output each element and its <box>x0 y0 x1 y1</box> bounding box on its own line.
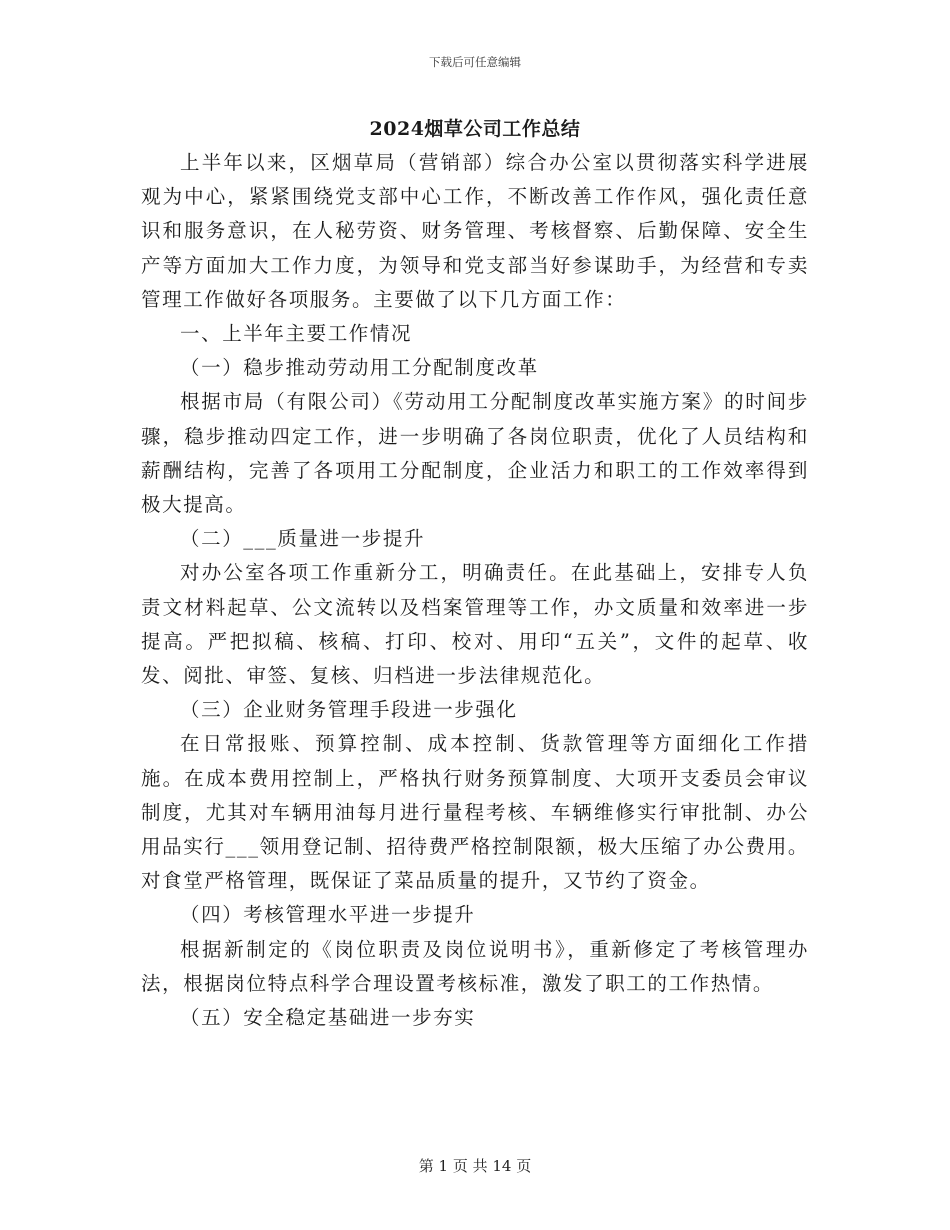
subsection-heading-3: （三）企业财务管理手段进一步强化 <box>180 698 518 722</box>
subsection-heading-2: （二）___质量进一步提升 <box>180 527 426 551</box>
document-body <box>141 146 809 1035</box>
document-title: 2024烟草公司工作总结 <box>369 118 581 140</box>
subsection-heading-1: （一）稳步推动劳动用工分配制度改革 <box>180 356 539 380</box>
subsection-paragraph-2: 对办公室各项工作重新分工，明确责任。在此基础上，安排专人负责文材料起草、公文流转以及档案管理等工作，办文质量和效率进一步提高。严把拟稿、核稿、打印、校对、用印“五关”，文件的起草、收发、阅批、审签、复核、归档进一步法律规范化。 <box>141 561 809 688</box>
subsection-paragraph-4: 根据新制定的《岗位职责及岗位说明书》，重新修定了考核管理办法，根据岗位特点科学合理设置考核标准，激发了职工的工作热情。 <box>141 937 809 995</box>
subsection-paragraph-1: 根据市局（有限公司）《劳动用工分配制度改革实施方案》的时间步骤，稳步推动四定工作，进一步明确了各岗位职责，优化了人员结构和薪酬结构，完善了各项用工分配制度，企业活力和职工的工作效率得到极大提高。 <box>141 390 809 517</box>
subsection-paragraph-3: 在日常报账、预算控制、成本控制、货款管理等方面细化工作措施。在成本费用控制上，严格执行财务预算制度、大项开支委员会审议制度，尤其对车辆用油每月进行量程考核、车辆维修实行审批制、办公用品实行___领用登记制、招待费严格控制限额，极大压缩了办公费用。对食堂严格管理，既保证了菜品质量的提升，又节约了资金。 <box>141 732 809 893</box>
subsection-heading-4: （四）考核管理水平进一步提升 <box>180 903 476 927</box>
intro-paragraph: 上半年以来，区烟草局（营销部）综合办公室以贯彻落实科学进展观为中心，紧紧围绕党支部中心工作，不断改善工作作风，强化责任意识和服务意识，在人秘劳资、财务管理、考核督察、后勤保障、安全生产等方面加大工作力度，为领导和党支部当好参谋助手，为经营和专卖管理工作做好各项服务。主要做了以下几方面工作： <box>141 151 809 311</box>
section-heading-1: 一、上半年主要工作情况 <box>180 322 413 346</box>
page-header-note: 下载后可任意编辑 <box>429 55 521 69</box>
page-number-footer: 第 1 页 共 14 页 <box>418 1157 532 1175</box>
subsection-heading-5: （五）安全稳定基础进一步夯实 <box>180 1006 476 1030</box>
